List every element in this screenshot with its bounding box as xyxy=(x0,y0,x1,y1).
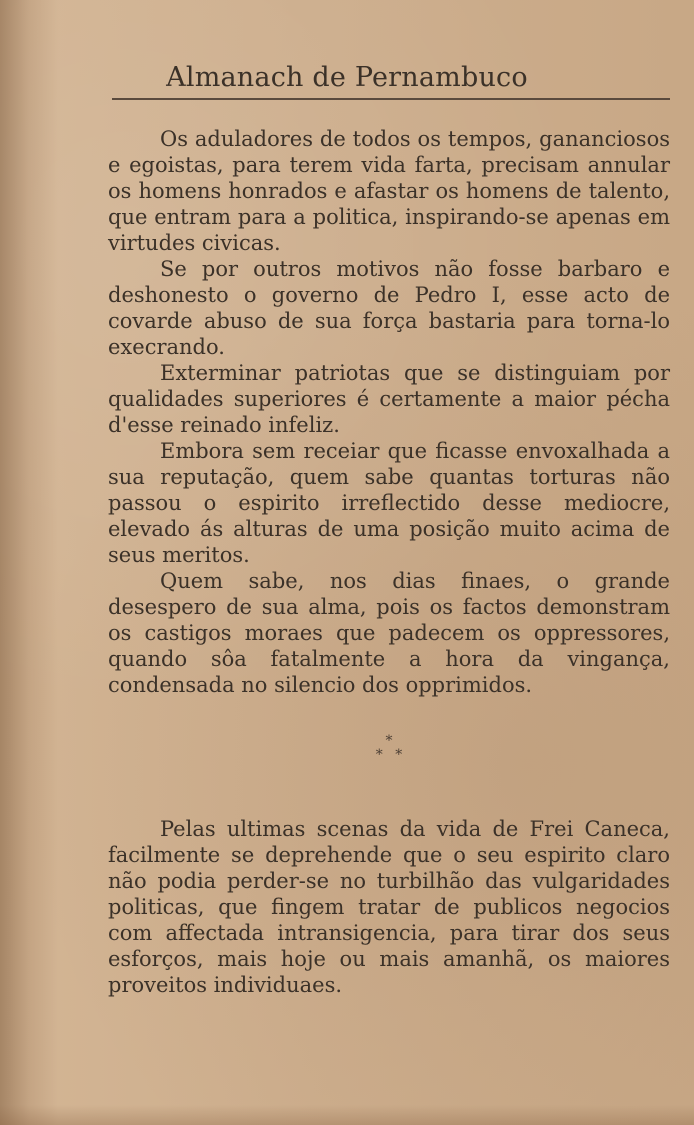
paragraph-3: Exterminar patriotas que se distinguiam por qualidades superiores é certamente a maior pécha d'esse reinado infeliz. xyxy=(108,361,670,437)
page-bottom-shadow xyxy=(0,1105,694,1125)
paragraph-1: Os aduladores de todos os tempos, gananciosos e egoistas, para terem vida farta, precisam annular os homens honrados e afastar os homens de talento, que entram para a politica, inspirando-se apenas em virtudes civicas. xyxy=(108,127,670,255)
page-text-block xyxy=(108,126,670,998)
paragraph-2: Se por outros motivos não fosse barbaro e deshonesto o governo de Pedro I, esse acto de covarde abuso de sua força bastaria para torna-lo execrando. xyxy=(108,257,670,359)
page-binding-shadow xyxy=(0,0,58,1125)
paragraph-5: Quem sabe, nos dias finaes, o grande desespero de sua alma, pois os factos demonstram os castigos moraes que padecem os oppressores, quando sôa fatalmente a hora da vingança, condensada no silencio dos opprimidos. xyxy=(108,569,670,697)
header-rule xyxy=(112,98,670,100)
separator-bottom-marks: * * xyxy=(375,747,403,763)
separator-top-mark: * xyxy=(385,733,393,749)
paragraph-6: Pelas ultimas scenas da vida de Frei Caneca, facilmente se deprehende que o seu espirito claro não podia perder-se no turbilhão das vulgaridades politicas, que fingem tratar de publicos negocios com affectada intransigencia, para tirar dos seus esforços, mais hoje ou mais amanhã, os maiores proveitos individuaes. xyxy=(108,817,670,997)
running-header-title: Almanach de Pernambuco xyxy=(166,62,528,93)
asterism-separator xyxy=(108,734,670,772)
paragraph-4: Embora sem receiar que ficasse envoxalhada a sua reputação, quem sabe quantas torturas não passou o espirito irreflectido desse mediocre, elevado ás alturas de uma posição muito acima de seus meritos. xyxy=(108,439,670,567)
